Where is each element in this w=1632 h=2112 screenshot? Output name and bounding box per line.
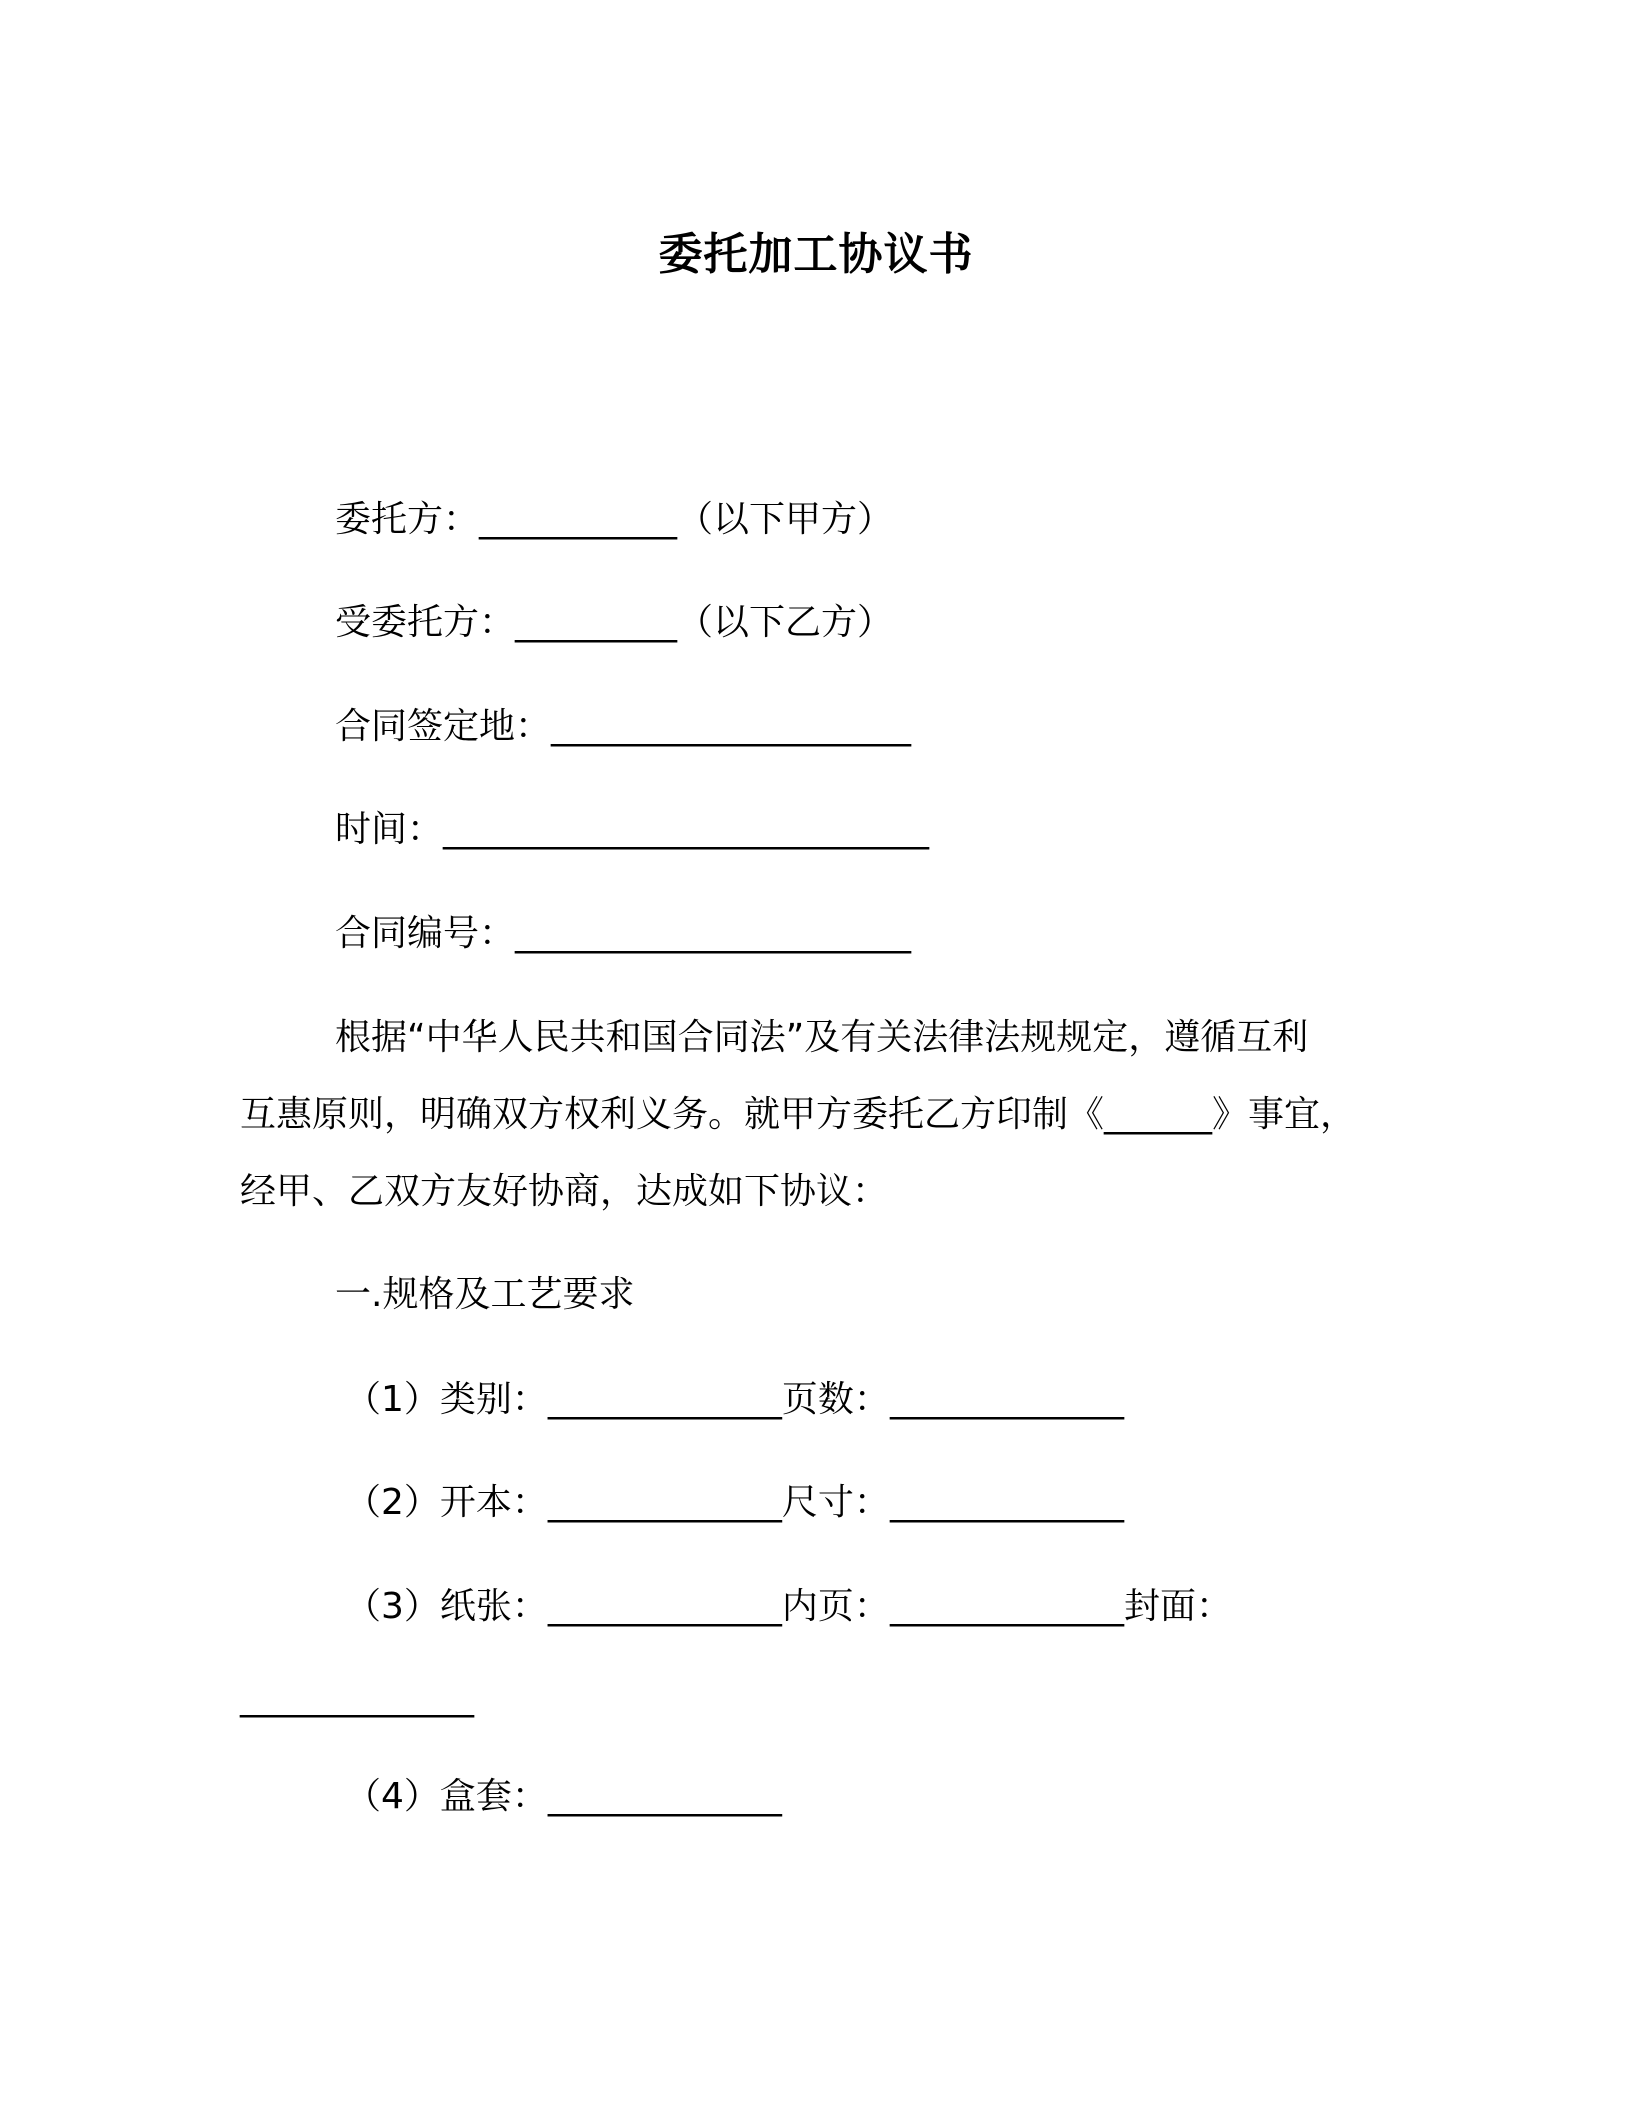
trustee-blank: _________ xyxy=(515,602,678,643)
preamble-line-3: 经甲、乙双方友好协商，达成如下协议： xyxy=(240,1171,889,1212)
trustee-party-line xyxy=(335,598,893,648)
cover-blank: _____________ xyxy=(240,1677,474,1718)
preamble-line-2: 互惠原则，明确双方权利义务。就甲方委托乙方印制《______》事宜， xyxy=(240,1094,1357,1135)
page-count-blank: _____________ xyxy=(889,1379,1124,1420)
entrust-party-line xyxy=(335,495,893,545)
box-set-blank: _____________ xyxy=(547,1776,782,1817)
contract-number-line xyxy=(335,909,911,959)
signing-place-line xyxy=(335,702,911,752)
box-set-label: 盒套： xyxy=(439,1776,548,1817)
spec-item-2 xyxy=(345,1478,1124,1528)
trustee-label: 受委托方： xyxy=(335,602,516,643)
size-label: 尺寸： xyxy=(781,1482,890,1523)
time-line xyxy=(335,805,929,855)
inner-page-label: 内页： xyxy=(781,1586,890,1627)
entrust-note: （以下甲方） xyxy=(677,499,894,540)
time-blank: ___________________________ xyxy=(443,809,930,850)
item-prefix: （4） xyxy=(345,1776,440,1817)
size-blank: _____________ xyxy=(889,1482,1124,1523)
time-label: 时间： xyxy=(335,809,444,850)
item-prefix: （1） xyxy=(345,1379,440,1420)
page-count-label: 页数： xyxy=(781,1379,890,1420)
item-prefix: （3） xyxy=(345,1586,440,1627)
trustee-note: （以下乙方） xyxy=(677,602,894,643)
entrust-label: 委托方： xyxy=(335,499,480,540)
spec-item-3 xyxy=(345,1582,1232,1632)
item-prefix: （2） xyxy=(345,1482,440,1523)
spec-item-4 xyxy=(345,1772,782,1822)
category-blank: _____________ xyxy=(547,1379,782,1420)
number-label: 合同编号： xyxy=(335,913,516,954)
paper-label: 纸张： xyxy=(439,1586,548,1627)
place-label: 合同签定地： xyxy=(335,706,552,747)
format-label: 开本： xyxy=(439,1482,548,1523)
spec-item-1 xyxy=(345,1375,1124,1425)
category-label: 类别： xyxy=(439,1379,548,1420)
cover-label: 封面： xyxy=(1123,1586,1232,1627)
section-1-heading: 一.规格及工艺要求 xyxy=(335,1274,635,1315)
place-blank: ____________________ xyxy=(551,706,912,747)
format-blank: _____________ xyxy=(547,1482,782,1523)
paper-blank: _____________ xyxy=(547,1586,782,1627)
number-blank: ______________________ xyxy=(515,913,912,954)
preamble-line-1: 根据“中华人民共和国合同法”及有关法律法规规定，遵循互利 xyxy=(335,1017,1309,1058)
entrust-blank: ___________ xyxy=(479,499,678,540)
inner-page-blank: _____________ xyxy=(889,1586,1124,1627)
document-title: 委托加工协议书 xyxy=(658,229,974,280)
cover-blank-line xyxy=(240,1673,474,1723)
